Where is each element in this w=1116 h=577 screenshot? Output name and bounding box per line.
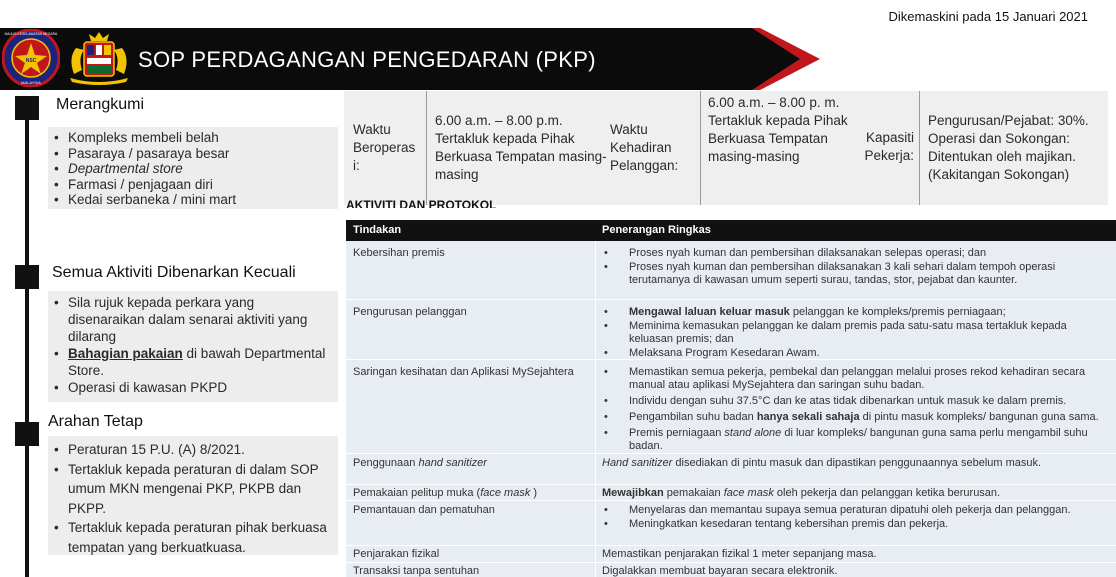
table-row — [346, 563, 1116, 577]
list-item: • Kedai serbaneka / mini mart — [50, 192, 338, 208]
list-item — [602, 306, 1112, 319]
row-description-text: pemakaian — [663, 487, 724, 499]
column-separator — [595, 241, 596, 577]
row-description — [602, 457, 1112, 470]
italic-text: stand alone — [724, 427, 782, 439]
table-row — [346, 360, 1116, 454]
kapasiti-value: Pengurusan/Pejabat: 30%. Operasi dan Sokongan: Ditentukan oleh majikan. (Kakitangan Sokongan) — [928, 113, 1089, 182]
timeline-marker — [15, 96, 39, 120]
waktu-beroperasi-value: 6.00 a.m. – 8.00 p.m. Tertakluk kepada Pihak Berkuasa Tempatan masing-masing — [435, 113, 607, 182]
italic-text: face mask — [480, 487, 531, 499]
row-description-text: disediakan di pintu masuk dan dipastikan penggunaannya sebelum masuk. — [672, 457, 1042, 469]
list-item: • Sila rujuk kepada perkara yang disenaraikan dalam senarai aktiviti yang dilarang — [50, 294, 334, 345]
waktu-kehadiran-value: 6.00 a.m. – 8.00 p. m. Tertakluk kepada Pihak Berkuasa Tempatan masing-masing — [708, 95, 848, 164]
list-item: • Peraturan 15 P.U. (A) 8/2021. — [50, 440, 334, 460]
kecuali-list — [48, 291, 338, 402]
logo-text-top: MAJLIS KESELAMATAN NEGARA — [4, 32, 58, 36]
list-item: • Melaksana Program Kesedaran Awam. — [602, 347, 1112, 360]
list-item: • Menyelaras dan memantau supaya semua peraturan dipatuhi oleh pekerja dan pelanggan. — [602, 504, 1112, 517]
list-item: • Proses nyah kuman dan pembersihan dilaksanakan selepas operasi; dan — [602, 247, 1112, 260]
arahan-list — [48, 436, 338, 555]
list-item-text: Pengambilan suhu badan — [629, 411, 757, 423]
divider — [426, 91, 427, 205]
section-title-kecuali: Semua Aktiviti Dibenarkan Kecuali — [52, 264, 296, 281]
list-item — [602, 411, 1112, 424]
list-item-text: di bawah Departmental Store. — [68, 346, 326, 378]
list-item: • Memastikan semua pekerja, pembekal dan pelanggan melalui proses rekod kehadiran secara manual atau aplikasi MySejahtera dan saringan suhu badan. — [602, 366, 1112, 392]
waktu-beroperasi-label: Waktu Beroperas i: — [353, 122, 416, 173]
section-title-arahan: Arahan Tetap — [48, 413, 143, 430]
list-item-text: pelanggan ke kompleks/premis perniagaan; — [789, 306, 1006, 318]
divider — [700, 91, 701, 205]
divider — [919, 91, 920, 205]
row-description — [602, 487, 1112, 500]
list-item: • Operasi di kawasan PKPD — [50, 379, 334, 396]
row-description: Memastikan penjarakan fizikal 1 meter sepanjang masa. — [602, 548, 877, 560]
logo-text-mid: NSC — [25, 58, 37, 64]
list-item-text: di luar kompleks/ bangunan guna sama perlu mengambil suhu badan. — [629, 427, 1088, 452]
row-description — [602, 504, 1112, 532]
bold-text: hanya sekali sahaja — [756, 411, 860, 423]
list-item: • Tertakluk kepada peraturan di dalam SOP umum MKN mengenai PKP, PKPB dan PKPP. — [50, 460, 334, 519]
row-description: Digalakkan membuat bayaran secara elektronik. — [602, 565, 838, 577]
timeline-marker — [15, 265, 39, 289]
nsc-logo-icon — [2, 29, 60, 87]
italic-text: hand sanitizer — [418, 457, 487, 469]
title-banner — [0, 28, 1116, 90]
row-description-text: oleh pekerja dan pelanggan ketika berurusan. — [773, 487, 1001, 499]
list-item: • Kompleks membeli belah — [50, 130, 338, 146]
list-item: • Farmasi / penjagaan diri — [50, 177, 338, 193]
row-label: Transaksi tanpa sentuhan — [353, 565, 480, 577]
list-item: • Proses nyah kuman dan pembersihan dilaksanakan 3 kali sehari dalam tempoh operasi terutamanya di kawasan umum seperti surau, tandas, stor, pejabat dan kaunter. — [602, 261, 1112, 287]
coat-of-arms-icon — [62, 30, 136, 86]
column-header-tindakan: Tindakan — [353, 224, 402, 236]
logo-text-bottom: MALAYSIA — [21, 80, 41, 85]
row-label-text: Penggunaan — [353, 457, 419, 469]
kapasiti-label: Kapasiti Pekerja: — [864, 130, 914, 163]
table-row — [346, 300, 1116, 360]
row-label: Kebersihan premis — [353, 247, 445, 259]
updated-date: Dikemaskini pada 15 Januari 2021 — [888, 9, 1088, 24]
page-title: SOP PERDAGANGAN PENGEDARAN (PKP) — [138, 47, 596, 72]
row-description — [602, 306, 1112, 361]
row-label-text: ) — [530, 487, 538, 499]
row-label — [353, 487, 593, 500]
timeline-marker — [15, 422, 39, 446]
bold-text: Mewajibkan — [602, 487, 664, 499]
list-item-text: di pintu masuk kompleks/ bangunan guna sama. — [859, 411, 1099, 423]
italic-text: Hand sanitizer — [602, 457, 673, 469]
section-title-merangkumi: Merangkumi — [56, 96, 145, 113]
list-item — [50, 345, 334, 379]
list-item: • Individu dengan suhu 37.5°C dan ke atas tidak dibenarkan untuk masuk ke dalam premis. — [602, 395, 1112, 408]
row-description — [602, 247, 1112, 288]
table-row — [346, 546, 1116, 563]
column-header-penerangan: Penerangan Ringkas — [602, 224, 711, 236]
list-item-text: Premis perniagaan — [629, 427, 725, 439]
row-description — [602, 366, 1112, 454]
row-label: Saringan kesihatan dan Aplikasi MySejahtera — [353, 366, 574, 378]
list-item: • Meningkatkan kesedaran tentang kebersihan premis dan pekerja. — [602, 518, 1112, 531]
timeline-line — [25, 96, 29, 577]
list-item: • Pasaraya / pasaraya besar — [50, 146, 338, 162]
italic-text: face mask — [723, 487, 774, 499]
bold-text: Mengawal laluan keluar masuk — [629, 306, 790, 318]
bold-text: Bahagian pakaian — [68, 346, 183, 361]
table-header — [346, 220, 1116, 241]
row-label-text: Pemakaian pelitup muka ( — [353, 487, 481, 499]
row-label: Pemantauan dan pematuhan — [353, 504, 495, 516]
list-item: • Meminima kemasukan pelanggan ke dalam premis pada satu-satu masa tertakluk kepada keluasan premis; dan — [602, 320, 1112, 346]
merangkumi-list — [48, 127, 338, 209]
table-row — [346, 241, 1116, 300]
table-row — [346, 454, 1116, 485]
table-row — [346, 485, 1116, 501]
list-item: • Tertakluk kepada peraturan pihak berkuasa tempatan yang berkuatkuasa. — [50, 518, 334, 557]
aktiviti-title: AKTIVITI DAN PROTOKOL — [346, 198, 497, 208]
row-label: Penjarakan fizikal — [353, 548, 440, 560]
table-row — [346, 501, 1116, 546]
row-label: Pengurusan pelanggan — [353, 306, 467, 318]
row-label — [353, 457, 593, 470]
list-item — [602, 427, 1112, 453]
waktu-kehadiran-label: Waktu Kehadiran Pelanggan: — [610, 122, 679, 173]
list-item: • Departmental store — [50, 161, 338, 177]
